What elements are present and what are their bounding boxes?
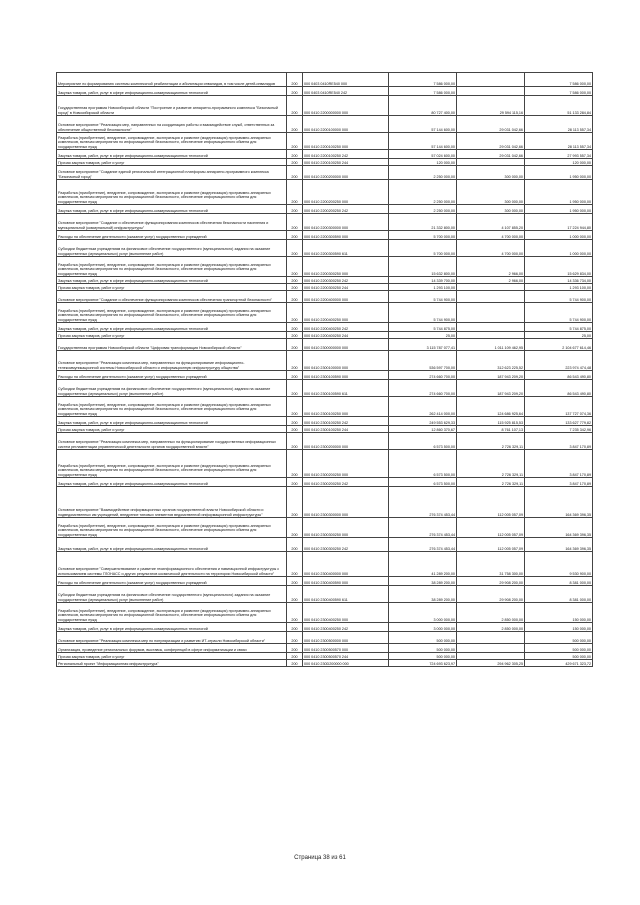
row-approved-amount: 5 700 000,00: [389, 231, 457, 240]
row-remaining-amount: 9 530 900,00: [525, 552, 593, 577]
row-approved-amount: 57 144 600,00: [389, 116, 457, 133]
row-executed-amount: [457, 284, 525, 291]
row-budget-code: 000 0410 2300400250 242: [303, 623, 389, 632]
row-description: Разработка (приобретение), внедрение, сопровождение, эксплуатация и развитие (модернизация) программно-аппаратных комплексов, включая мероприятия по информационной безопасности, обеспечение информационного обмена для государственных нужд: [57, 450, 287, 478]
row-executed-amount: 2 726 329,11: [457, 433, 525, 450]
row-budget-code: 000 0410 2300100250 242: [303, 417, 389, 426]
row-description: Разработка (приобретение), внедрение, сопровождение, эксплуатация и развитие (модернизация) программно-аппаратных комплексов, включая мероприятия по информационной безопасности, обеспечение информационного обмена для государственных нужд: [57, 257, 287, 277]
row-remaining-amount: 28 113 557,34: [525, 116, 593, 133]
row-executed-amount: 29 031 042,66: [457, 116, 525, 133]
row-approved-amount: 38 289 200,00: [389, 586, 457, 603]
row-approved-amount: 2 250 000,00: [389, 205, 457, 214]
table-row: [57, 371, 593, 380]
row-remaining-amount: 1 293 100,00: [525, 284, 593, 291]
row-line-code: 200: [287, 166, 303, 180]
row-line-code: 200: [287, 487, 303, 518]
row-remaining-amount: 15 629 834,00: [525, 257, 593, 277]
table-row: [57, 603, 593, 623]
row-approved-amount: 5 744 900,00: [389, 291, 457, 303]
row-line-code: 200: [287, 538, 303, 552]
row-remaining-amount: 429 671 323,72: [525, 660, 593, 667]
row-budget-code: 000 0410 2300500570 244: [303, 653, 389, 660]
row-line-code: 200: [287, 450, 303, 478]
table-row: [57, 552, 593, 577]
row-executed-amount: 112 005 057,09: [457, 487, 525, 518]
row-description: Региональный проект "Информационная инфраструктура": [57, 660, 287, 667]
row-executed-amount: 2 726 329,11: [457, 450, 525, 478]
row-approved-amount: 6 573 500,00: [389, 478, 457, 487]
row-approved-amount: 5 744 900,00: [389, 303, 457, 323]
row-executed-amount: [457, 159, 525, 166]
row-executed-amount: 300 000,00: [457, 205, 525, 214]
row-remaining-amount: 120 000,00: [525, 159, 593, 166]
row-remaining-amount: 1 000 000,00: [525, 240, 593, 257]
row-description: Основное мероприятие "Создание и обеспечение функционирования комплексов обеспечения безопасности населения и муниципальной (коммунальной) инфраструктуры": [57, 214, 287, 231]
table-row: [57, 133, 593, 150]
row-description: Государственная программа Новосибирской области "Цифровая трансформация Новосибирской области": [57, 339, 287, 351]
row-approved-amount: 276 374 453,44: [389, 518, 457, 538]
row-description: Основное мероприятие "Реализация комплекса мер по популяризации и развитию ИТ-отрасли Новосибирской области": [57, 632, 287, 644]
row-remaining-amount: 500 000,00: [525, 653, 593, 660]
row-executed-amount: 29 594 115,16: [457, 96, 525, 116]
table-row: [57, 426, 593, 433]
row-description: Мероприятие по формированию системы комплексной реабилитации и абилитации инвалидов, в том числе детей-инвалидов: [57, 73, 287, 87]
table-row: [57, 87, 593, 96]
row-line-code: 200: [287, 397, 303, 417]
row-approved-amount: 57 144 600,00: [389, 133, 457, 150]
row-approved-amount: 12 860 370,67: [389, 426, 457, 433]
row-approved-amount: 536 597 700,00: [389, 351, 457, 371]
row-executed-amount: [457, 323, 525, 332]
row-executed-amount: [457, 644, 525, 653]
table-row: [57, 159, 593, 166]
row-line-code: 200: [287, 478, 303, 487]
row-executed-amount: 29 031 042,66: [457, 150, 525, 159]
row-line-code: 200: [287, 159, 303, 166]
row-approved-amount: 274 660 700,00: [389, 380, 457, 397]
row-executed-amount: 29 908 200,00: [457, 586, 525, 603]
row-budget-code: 000 0403 0410RE540 242: [303, 87, 389, 96]
row-line-code: 200: [287, 284, 303, 291]
row-line-code: 200: [287, 653, 303, 660]
row-approved-amount: 500 000,00: [389, 632, 457, 644]
row-budget-code: 000 0410 2200300250 242: [303, 277, 389, 284]
table-row: [57, 284, 593, 291]
row-line-code: 200: [287, 73, 303, 87]
row-approved-amount: 5 700 000,00: [389, 240, 457, 257]
row-line-code: 200: [287, 150, 303, 159]
row-executed-amount: 124 686 925,64: [457, 397, 525, 417]
row-remaining-amount: 2 104 677 614,46: [525, 339, 593, 351]
table-row: [57, 417, 593, 426]
table-row: [57, 538, 593, 552]
row-description: Субсидии бюджетным учреждениям на финансовое обеспечение государственного (муниципального) задания на оказание государственных (муниципальных) услуг (выполнение работ): [57, 586, 287, 603]
row-remaining-amount: 5 744 900,00: [525, 303, 593, 323]
row-remaining-amount: 28 113 557,34: [525, 133, 593, 150]
row-approved-amount: 276 374 453,44: [389, 538, 457, 552]
row-description: Закупка товаров, работ, услуг в сфере информационно-коммуникационных технологий: [57, 87, 287, 96]
row-line-code: 200: [287, 552, 303, 577]
row-description: Субсидии бюджетным учреждениям на финансовое обеспечение государственного (муниципального) задания на оказание государственных (муниципальных) услуг (выполнение работ): [57, 380, 287, 397]
row-line-code: 200: [287, 577, 303, 586]
row-executed-amount: [457, 291, 525, 303]
row-remaining-amount: 500 000,00: [525, 644, 593, 653]
table-row: [57, 632, 593, 644]
row-line-code: 200: [287, 332, 303, 339]
row-description: Прочая закупка товаров, работ и услуг: [57, 284, 287, 291]
row-description: Прочая закупка товаров, работ и услуг: [57, 653, 287, 660]
row-remaining-amount: 27 993 557,34: [525, 150, 593, 159]
table-row: [57, 166, 593, 180]
row-remaining-amount: 133 627 779,82: [525, 417, 593, 426]
row-remaining-amount: 5 744 900,00: [525, 291, 593, 303]
row-approved-amount: 14 339 700,00: [389, 277, 457, 284]
row-description: Основное мероприятие "Реализация комплекса мер, направленных на функционирование государственных информационных систем регламентации управленческой деятельности органов государственной власти": [57, 433, 287, 450]
row-approved-amount: 120 000,00: [389, 159, 457, 166]
row-executed-amount: [457, 332, 525, 339]
row-line-code: 200: [287, 214, 303, 231]
row-remaining-amount: 51 133 284,84: [525, 96, 593, 116]
row-description: Основное мероприятие "Создание единой региональной интеграционной платформы аппаратно-программного комплекса "Безопасный город": [57, 166, 287, 180]
table-row: [57, 433, 593, 450]
row-executed-amount: 4 700 000,00: [457, 240, 525, 257]
table-row: [57, 303, 593, 323]
row-remaining-amount: 150 000,00: [525, 623, 593, 632]
row-remaining-amount: 8 381 000,00: [525, 586, 593, 603]
row-budget-code: 000 0410 2300100590 611: [303, 380, 389, 397]
row-executed-amount: 312 623 225,52: [457, 351, 525, 371]
row-remaining-amount: 150 000,00: [525, 603, 593, 623]
row-executed-amount: 187 943 209,20: [457, 371, 525, 380]
row-line-code: 200: [287, 426, 303, 433]
row-line-code: 200: [287, 205, 303, 214]
table-row: [57, 450, 593, 478]
row-description: Основное мероприятие "Взаимодействие информационных органов государственной власти Новосибирской области и подведомственных им учреждений, внедрение типовых элементов ведомственной информационной инфраструктуры": [57, 487, 287, 518]
row-budget-code: 000 0403 0410RE540 000: [303, 73, 389, 87]
row-remaining-amount: 1 950 000,00: [525, 180, 593, 205]
row-description: Закупка товаров, работ, услуг в сфере информационно-коммуникационных технологий: [57, 478, 287, 487]
row-remaining-amount: 14 336 734,00: [525, 277, 593, 284]
table-row: [57, 397, 593, 417]
row-description: Разработка (приобретение), внедрение, сопровождение, эксплуатация и развитие (модернизация) программно-аппаратных комплексов, включая мероприятия по информационной безопасности, обеспечение информационного обмена для государственных нужд: [57, 603, 287, 623]
row-description: Основное мероприятие "Реализация мер, направленных на координацию работы и взаимодействие служб, ответственных за обеспечение общественной безопасности": [57, 116, 287, 133]
row-approved-amount: 3 000 000,00: [389, 623, 457, 632]
row-line-code: 200: [287, 417, 303, 426]
row-line-code: 200: [287, 291, 303, 303]
row-line-code: 200: [287, 116, 303, 133]
row-budget-code: 000 0410 2300200250 242: [303, 478, 389, 487]
row-description: Расходы на обеспечение деятельности (оказание услуг) государственных учреждений: [57, 231, 287, 240]
table-row: [57, 623, 593, 632]
row-description: Организация, проведение региональных форумов, выставок, конференций в сфере информатизации и связи: [57, 644, 287, 653]
row-description: Прочая закупка товаров, работ и услуг: [57, 332, 287, 339]
row-line-code: 200: [287, 371, 303, 380]
row-remaining-amount: 5 744 875,00: [525, 323, 593, 332]
row-executed-amount: 2 850 000,00: [457, 623, 525, 632]
row-budget-code: 000 0410 2300200250 000: [303, 450, 389, 478]
row-approved-amount: 21 332 800,00: [389, 214, 457, 231]
table-row: [57, 180, 593, 205]
row-budget-code: 000 0410 2300300250 000: [303, 518, 389, 538]
row-description: Основное мероприятие "Создание и обеспечение функционирования комплексов обеспечения транспортной безопасности": [57, 291, 287, 303]
row-line-code: 200: [287, 644, 303, 653]
row-description: Разработка (приобретение), внедрение, сопровождение, эксплуатация и развитие (модернизация) программно-аппаратных комплексов, включая мероприятия по информационной безопасности, обеспечение информационного обмена для государственных нужд: [57, 180, 287, 205]
row-executed-amount: 112 005 057,09: [457, 518, 525, 538]
row-budget-code: 000 0410 2300300000 000: [303, 487, 389, 518]
row-remaining-amount: 3 847 170,89: [525, 450, 593, 478]
row-description: Закупка товаров, работ, услуг в сфере информационно-коммуникационных технологий: [57, 150, 287, 159]
row-executed-amount: 1 011 109 462,95: [457, 339, 525, 351]
row-description: Разработка (приобретение), внедрение, сопровождение, эксплуатация и развитие (модернизация) программно-аппаратных комплексов, включая мероприятия по информационной безопасности, обеспечение информационного обмена для государственных нужд: [57, 133, 287, 150]
row-line-code: 200: [287, 257, 303, 277]
row-approved-amount: 3 115 787 077,41: [389, 339, 457, 351]
row-budget-code: 000 0410 2200100250 242: [303, 150, 389, 159]
row-approved-amount: 500 000,00: [389, 644, 457, 653]
row-line-code: 200: [287, 133, 303, 150]
table-row: [57, 214, 593, 231]
row-line-code: 200: [287, 96, 303, 116]
table-row: [57, 116, 593, 133]
row-line-code: 200: [287, 277, 303, 284]
row-executed-amount: 2 726 329,11: [457, 478, 525, 487]
row-budget-code: 000 0410 2300200000 000: [303, 433, 389, 450]
row-executed-amount: 112 005 057,09: [457, 538, 525, 552]
row-approved-amount: 57 024 600,00: [389, 150, 457, 159]
row-executed-amount: 8 761 107,13: [457, 426, 525, 433]
row-line-code: 200: [287, 180, 303, 205]
row-description: Основное мероприятие "Совершенствование и развитие геоинформационного обеспечения и навигационной инфраструктуры с использованием системы ГЛОНАСС и других результатов космической деятельности на территории Новосибирской области": [57, 552, 287, 577]
row-approved-amount: 25,00: [389, 332, 457, 339]
row-budget-code: 000 0410 2200300250 244: [303, 284, 389, 291]
row-budget-code: 000 0410 2300100250 000: [303, 397, 389, 417]
row-approved-amount: 80 727 400,00: [389, 96, 457, 116]
row-budget-code: 000 0410 2200200250 000: [303, 180, 389, 205]
table-row: [57, 487, 593, 518]
row-approved-amount: 249 553 629,33: [389, 417, 457, 426]
row-line-code: 200: [287, 623, 303, 632]
row-budget-code: 000 0410 2300100000 000: [303, 351, 389, 371]
row-description: Субсидии бюджетным учреждениям на финансовое обеспечение государственного (муниципального) задания на оказание государственных (муниципальных) услуг (выполнение работ): [57, 240, 287, 257]
row-description: Разработка (приобретение), внедрение, сопровождение, эксплуатация и развитие (модернизация) программно-аппаратных комплексов, включая мероприятия по информационной безопасности, обеспечение информационного обмена для государственных нужд: [57, 397, 287, 417]
table-row: [57, 339, 593, 351]
row-executed-amount: [457, 653, 525, 660]
row-remaining-amount: 25,00: [525, 332, 593, 339]
row-budget-code: 000 0410 2200200000 000: [303, 166, 389, 180]
row-line-code: 200: [287, 433, 303, 450]
table-row: [57, 73, 593, 87]
row-remaining-amount: 1 950 000,00: [525, 205, 593, 214]
row-remaining-amount: 86 543 490,80: [525, 380, 593, 397]
row-description: Прочая закупка товаров, работ и услуг: [57, 426, 287, 433]
row-remaining-amount: 7 586 000,00: [525, 87, 593, 96]
row-budget-code: 000 0410 2300500000 000: [303, 632, 389, 644]
row-budget-code: 000 0410 2200300250 000: [303, 257, 389, 277]
table-row: [57, 518, 593, 538]
row-budget-code: 000 0410 2300400590 000: [303, 577, 389, 586]
row-budget-code: 000 0410 2200100250 244: [303, 159, 389, 166]
row-approved-amount: 6 573 500,00: [389, 450, 457, 478]
row-budget-code: 000 0410 2200300590 611: [303, 240, 389, 257]
budget-table-body: [57, 73, 593, 667]
row-line-code: 200: [287, 518, 303, 538]
row-line-code: 200: [287, 603, 303, 623]
row-executed-amount: 294 962 305,25: [457, 660, 525, 667]
row-description: Закупка товаров, работ, услуг в сфере информационно-коммуникационных технологий: [57, 323, 287, 332]
table-row: [57, 351, 593, 371]
row-budget-code: 000 0410 2300000000 000: [303, 339, 389, 351]
row-description: Государственная программа Новосибирской области "Построение и развитие аппаратно-программного комплекса "Безопасный город" в Новосибирской области: [57, 96, 287, 116]
row-approved-amount: 6 573 500,00: [389, 433, 457, 450]
row-description: Разработка (приобретение), внедрение, сопровождение, эксплуатация и развитие (модернизация) программно-аппаратных комплексов, включая мероприятия по информационной безопасности, обеспечение информационного обмена для государственных нужд: [57, 518, 287, 538]
row-executed-amount: 29 031 042,66: [457, 133, 525, 150]
table-row: [57, 277, 593, 284]
table-row: [57, 644, 593, 653]
row-remaining-amount: 223 974 474,48: [525, 351, 593, 371]
row-budget-code: 000 0410 2200100000 000: [303, 116, 389, 133]
row-budget-code: 000 0410 2300400250 000: [303, 603, 389, 623]
row-executed-amount: [457, 87, 525, 96]
row-executed-amount: [457, 632, 525, 644]
row-remaining-amount: 164 369 396,35: [525, 538, 593, 552]
page-footer: Страница 38 из 61: [294, 855, 346, 861]
row-description: Прочая закупка товаров, работ и услуг: [57, 159, 287, 166]
table-row: [57, 257, 593, 277]
row-approved-amount: 15 632 800,00: [389, 257, 457, 277]
row-budget-code: 000 0410 2200000000 000: [303, 96, 389, 116]
row-executed-amount: 2 850 000,00: [457, 603, 525, 623]
row-budget-code: 000 0410 230D200000 000: [303, 660, 389, 667]
table-row: [57, 205, 593, 214]
row-approved-amount: 724 693 623,97: [389, 660, 457, 667]
row-line-code: 200: [287, 339, 303, 351]
row-executed-amount: 300 000,00: [457, 166, 525, 180]
table-row: [57, 231, 593, 240]
row-budget-code: 000 0410 2300400590 611: [303, 586, 389, 603]
row-executed-amount: 115 925 815,53: [457, 417, 525, 426]
row-line-code: 200: [287, 87, 303, 96]
row-remaining-amount: 86 543 490,80: [525, 371, 593, 380]
row-approved-amount: 1 293 100,00: [389, 284, 457, 291]
row-remaining-amount: 500 000,00: [525, 632, 593, 644]
row-remaining-amount: 17 224 944,80: [525, 214, 593, 231]
row-executed-amount: 31 758 300,00: [457, 552, 525, 577]
table-row: [57, 332, 593, 339]
row-budget-code: 000 0410 2300100590 000: [303, 371, 389, 380]
row-remaining-amount: 1 000 000,00: [525, 231, 593, 240]
table-row: [57, 323, 593, 332]
row-line-code: 200: [287, 660, 303, 667]
row-description: Закупка товаров, работ, услуг в сфере информационно-коммуникационных технологий: [57, 205, 287, 214]
row-budget-code: 000 0410 2200400000 000: [303, 291, 389, 303]
row-executed-amount: 4 700 000,00: [457, 231, 525, 240]
table-row: [57, 96, 593, 116]
row-description: Расходы на обеспечение деятельности (оказание услуг) государственных учреждений: [57, 371, 287, 380]
table-row: [57, 380, 593, 397]
table-row: [57, 478, 593, 487]
row-approved-amount: 262 414 000,00: [389, 397, 457, 417]
row-approved-amount: 2 250 000,00: [389, 166, 457, 180]
row-remaining-amount: 8 381 000,00: [525, 577, 593, 586]
row-approved-amount: 3 000 000,00: [389, 603, 457, 623]
row-budget-code: 000 0410 2200200250 242: [303, 205, 389, 214]
row-line-code: 200: [287, 323, 303, 332]
row-line-code: 200: [287, 303, 303, 323]
budget-table: [56, 72, 593, 667]
row-executed-amount: 4 107 855,20: [457, 214, 525, 231]
row-budget-code: 000 0410 2200300000 000: [303, 214, 389, 231]
table-row: [57, 240, 593, 257]
row-approved-amount: 500 000,00: [389, 653, 457, 660]
row-budget-code: 000 0410 2200300590 000: [303, 231, 389, 240]
row-line-code: 200: [287, 231, 303, 240]
row-budget-code: 000 0410 2300300250 242: [303, 538, 389, 552]
table-row: [57, 586, 593, 603]
row-budget-code: 000 0410 2200100250 000: [303, 133, 389, 150]
row-approved-amount: 274 660 700,00: [389, 371, 457, 380]
row-line-code: 200: [287, 351, 303, 371]
row-executed-amount: 300 000,00: [457, 180, 525, 205]
row-line-code: 200: [287, 632, 303, 644]
row-budget-code: 000 0410 2200400250 242: [303, 323, 389, 332]
row-budget-code: 000 0410 2300100250 244: [303, 426, 389, 433]
row-executed-amount: [457, 73, 525, 87]
row-line-code: 200: [287, 586, 303, 603]
row-description: Закупка товаров, работ, услуг в сфере информационно-коммуникационных технологий: [57, 538, 287, 552]
row-remaining-amount: 1 950 000,00: [525, 166, 593, 180]
row-remaining-amount: 164 369 396,35: [525, 487, 593, 518]
row-description: Расходы на обеспечение деятельности (оказание услуг) государственных учреждений: [57, 577, 287, 586]
row-approved-amount: 7 586 000,00: [389, 87, 457, 96]
table-row: [57, 653, 593, 660]
table-row: [57, 291, 593, 303]
row-remaining-amount: 3 847 170,89: [525, 433, 593, 450]
row-executed-amount: 187 943 209,20: [457, 380, 525, 397]
row-approved-amount: 276 374 453,44: [389, 487, 457, 518]
row-executed-amount: [457, 303, 525, 323]
row-description: Закупка товаров, работ, услуг в сфере информационно-коммуникационных технологий: [57, 417, 287, 426]
row-description: Основное мероприятие "Реализация комплекса мер, направленных на функционирование информационно-телекоммуникационной системы Новосибирской области и информационную инфраструктуру общества": [57, 351, 287, 371]
row-approved-amount: 2 250 000,00: [389, 180, 457, 205]
row-remaining-amount: 7 235 342,96: [525, 426, 593, 433]
row-description: Разработка (приобретение), внедрение, сопровождение, эксплуатация и развитие (модернизация) программно-аппаратных комплексов, включая мероприятия по информационной безопасности, обеспечение информационного обмена для государственных нужд: [57, 303, 287, 323]
row-remaining-amount: 3 847 170,89: [525, 478, 593, 487]
row-line-code: 200: [287, 380, 303, 397]
row-executed-amount: 2 966,00: [457, 277, 525, 284]
row-approved-amount: 5 744 875,00: [389, 323, 457, 332]
row-remaining-amount: 7 586 000,00: [525, 73, 593, 87]
row-line-code: 200: [287, 240, 303, 257]
row-approved-amount: 41 289 200,00: [389, 552, 457, 577]
row-executed-amount: 2 966,00: [457, 257, 525, 277]
row-budget-code: 000 0410 2200400250 000: [303, 303, 389, 323]
row-budget-code: 000 0410 2200400250 244: [303, 332, 389, 339]
table-row: [57, 150, 593, 159]
row-remaining-amount: 137 727 074,36: [525, 397, 593, 417]
row-executed-amount: 29 908 200,00: [457, 577, 525, 586]
row-approved-amount: 7 586 000,00: [389, 73, 457, 87]
table-row: [57, 577, 593, 586]
row-budget-code: 000 0410 2300400000 000: [303, 552, 389, 577]
row-remaining-amount: 164 369 396,35: [525, 518, 593, 538]
row-description: Закупка товаров, работ, услуг в сфере информационно-коммуникационных технологий: [57, 277, 287, 284]
row-description: Закупка товаров, работ, услуг в сфере информационно-коммуникационных технологий: [57, 623, 287, 632]
table-row: [57, 660, 593, 667]
row-approved-amount: 38 289 200,00: [389, 577, 457, 586]
row-budget-code: 000 0410 2300500570 000: [303, 644, 389, 653]
